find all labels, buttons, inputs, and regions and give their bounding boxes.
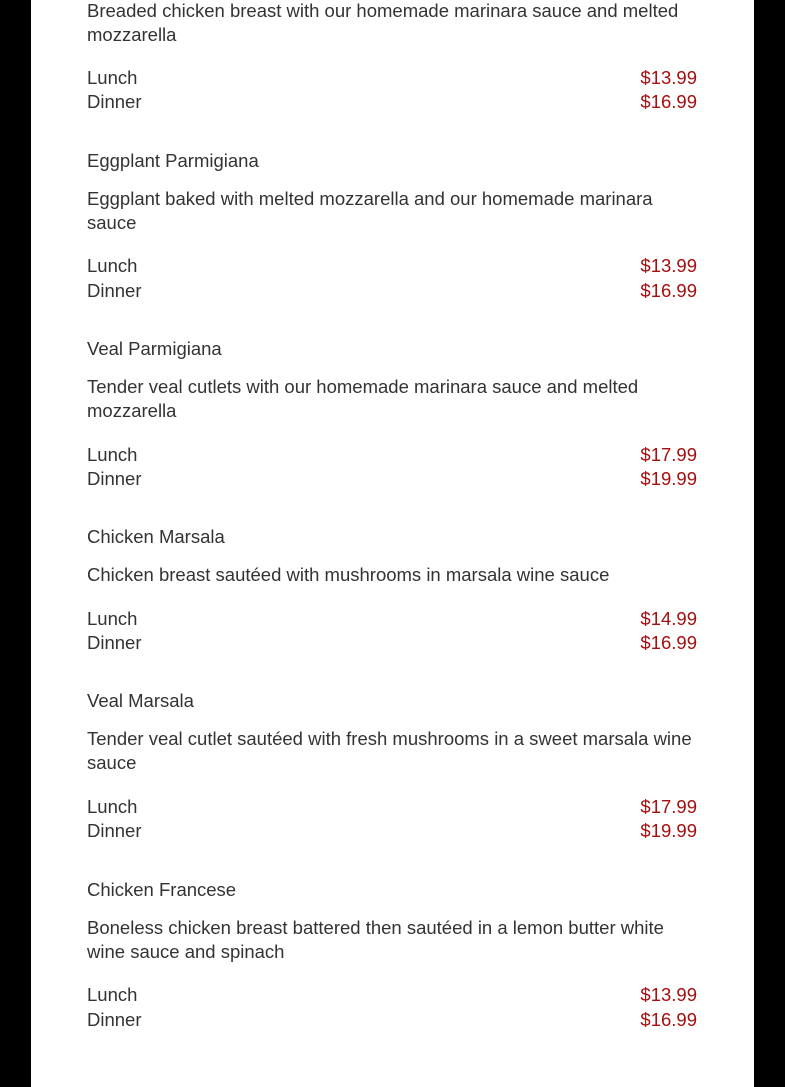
price-row-lunch	[87, 443, 697, 467]
menu-panel	[31, 0, 754, 1087]
price-row-dinner	[87, 631, 697, 655]
price-row-dinner	[87, 1008, 697, 1032]
price-value: $17.99	[640, 796, 697, 817]
item-name: Veal Marsala	[87, 690, 194, 711]
price-row-lunch	[87, 983, 697, 1007]
price-label: Dinner	[87, 820, 142, 841]
price-value: $16.99	[640, 91, 697, 112]
price-label: Dinner	[87, 632, 142, 653]
item-description: Boneless chicken breast battered then sautéed in a lemon butter white wine sauce and spinach	[87, 917, 664, 963]
price-label: Lunch	[87, 608, 138, 629]
item-name: Chicken Marsala	[87, 526, 225, 547]
price-value: $16.99	[640, 632, 697, 653]
price-row-lunch	[87, 66, 697, 90]
price-label: Lunch	[87, 796, 138, 817]
item-name: Eggplant Parmigiana	[87, 150, 259, 171]
price-label: Dinner	[87, 91, 142, 112]
item-description: Tender veal cutlets with our homemade marinara sauce and melted mozzarella	[87, 376, 639, 422]
price-value: $13.99	[640, 255, 697, 276]
price-label: Dinner	[87, 280, 142, 301]
price-value: $17.99	[640, 444, 697, 465]
price-row-lunch	[87, 795, 697, 819]
price-value: $13.99	[640, 984, 697, 1005]
price-value: $19.99	[640, 468, 697, 489]
price-row-dinner	[87, 90, 697, 114]
price-label: Dinner	[87, 1009, 142, 1030]
price-row-lunch	[87, 254, 697, 278]
price-row-dinner	[87, 819, 697, 843]
price-label: Dinner	[87, 468, 142, 489]
price-value: $16.99	[640, 1009, 697, 1030]
price-label: Lunch	[87, 255, 138, 276]
item-description: Eggplant baked with melted mozzarella and our homemade marinara sauce	[87, 188, 653, 234]
item-description: Tender veal cutlet sautéed with fresh mushrooms in a sweet marsala wine sauce	[87, 728, 692, 774]
price-value: $14.99	[640, 608, 697, 629]
item-name: Veal Parmigiana	[87, 338, 222, 359]
price-row-lunch	[87, 607, 697, 631]
price-row-dinner	[87, 279, 697, 303]
item-description: Chicken breast sautéed with mushrooms in marsala wine sauce	[87, 564, 610, 585]
item-description: Breaded chicken breast with our homemade marinara sauce and melted mozzarella	[87, 0, 679, 46]
price-value: $13.99	[640, 67, 697, 88]
price-value: $16.99	[640, 280, 697, 301]
price-row-dinner	[87, 467, 697, 491]
price-label: Lunch	[87, 984, 138, 1005]
price-label: Lunch	[87, 67, 138, 88]
price-label: Lunch	[87, 444, 138, 465]
price-value: $19.99	[640, 820, 697, 841]
item-name: Chicken Francese	[87, 879, 237, 900]
